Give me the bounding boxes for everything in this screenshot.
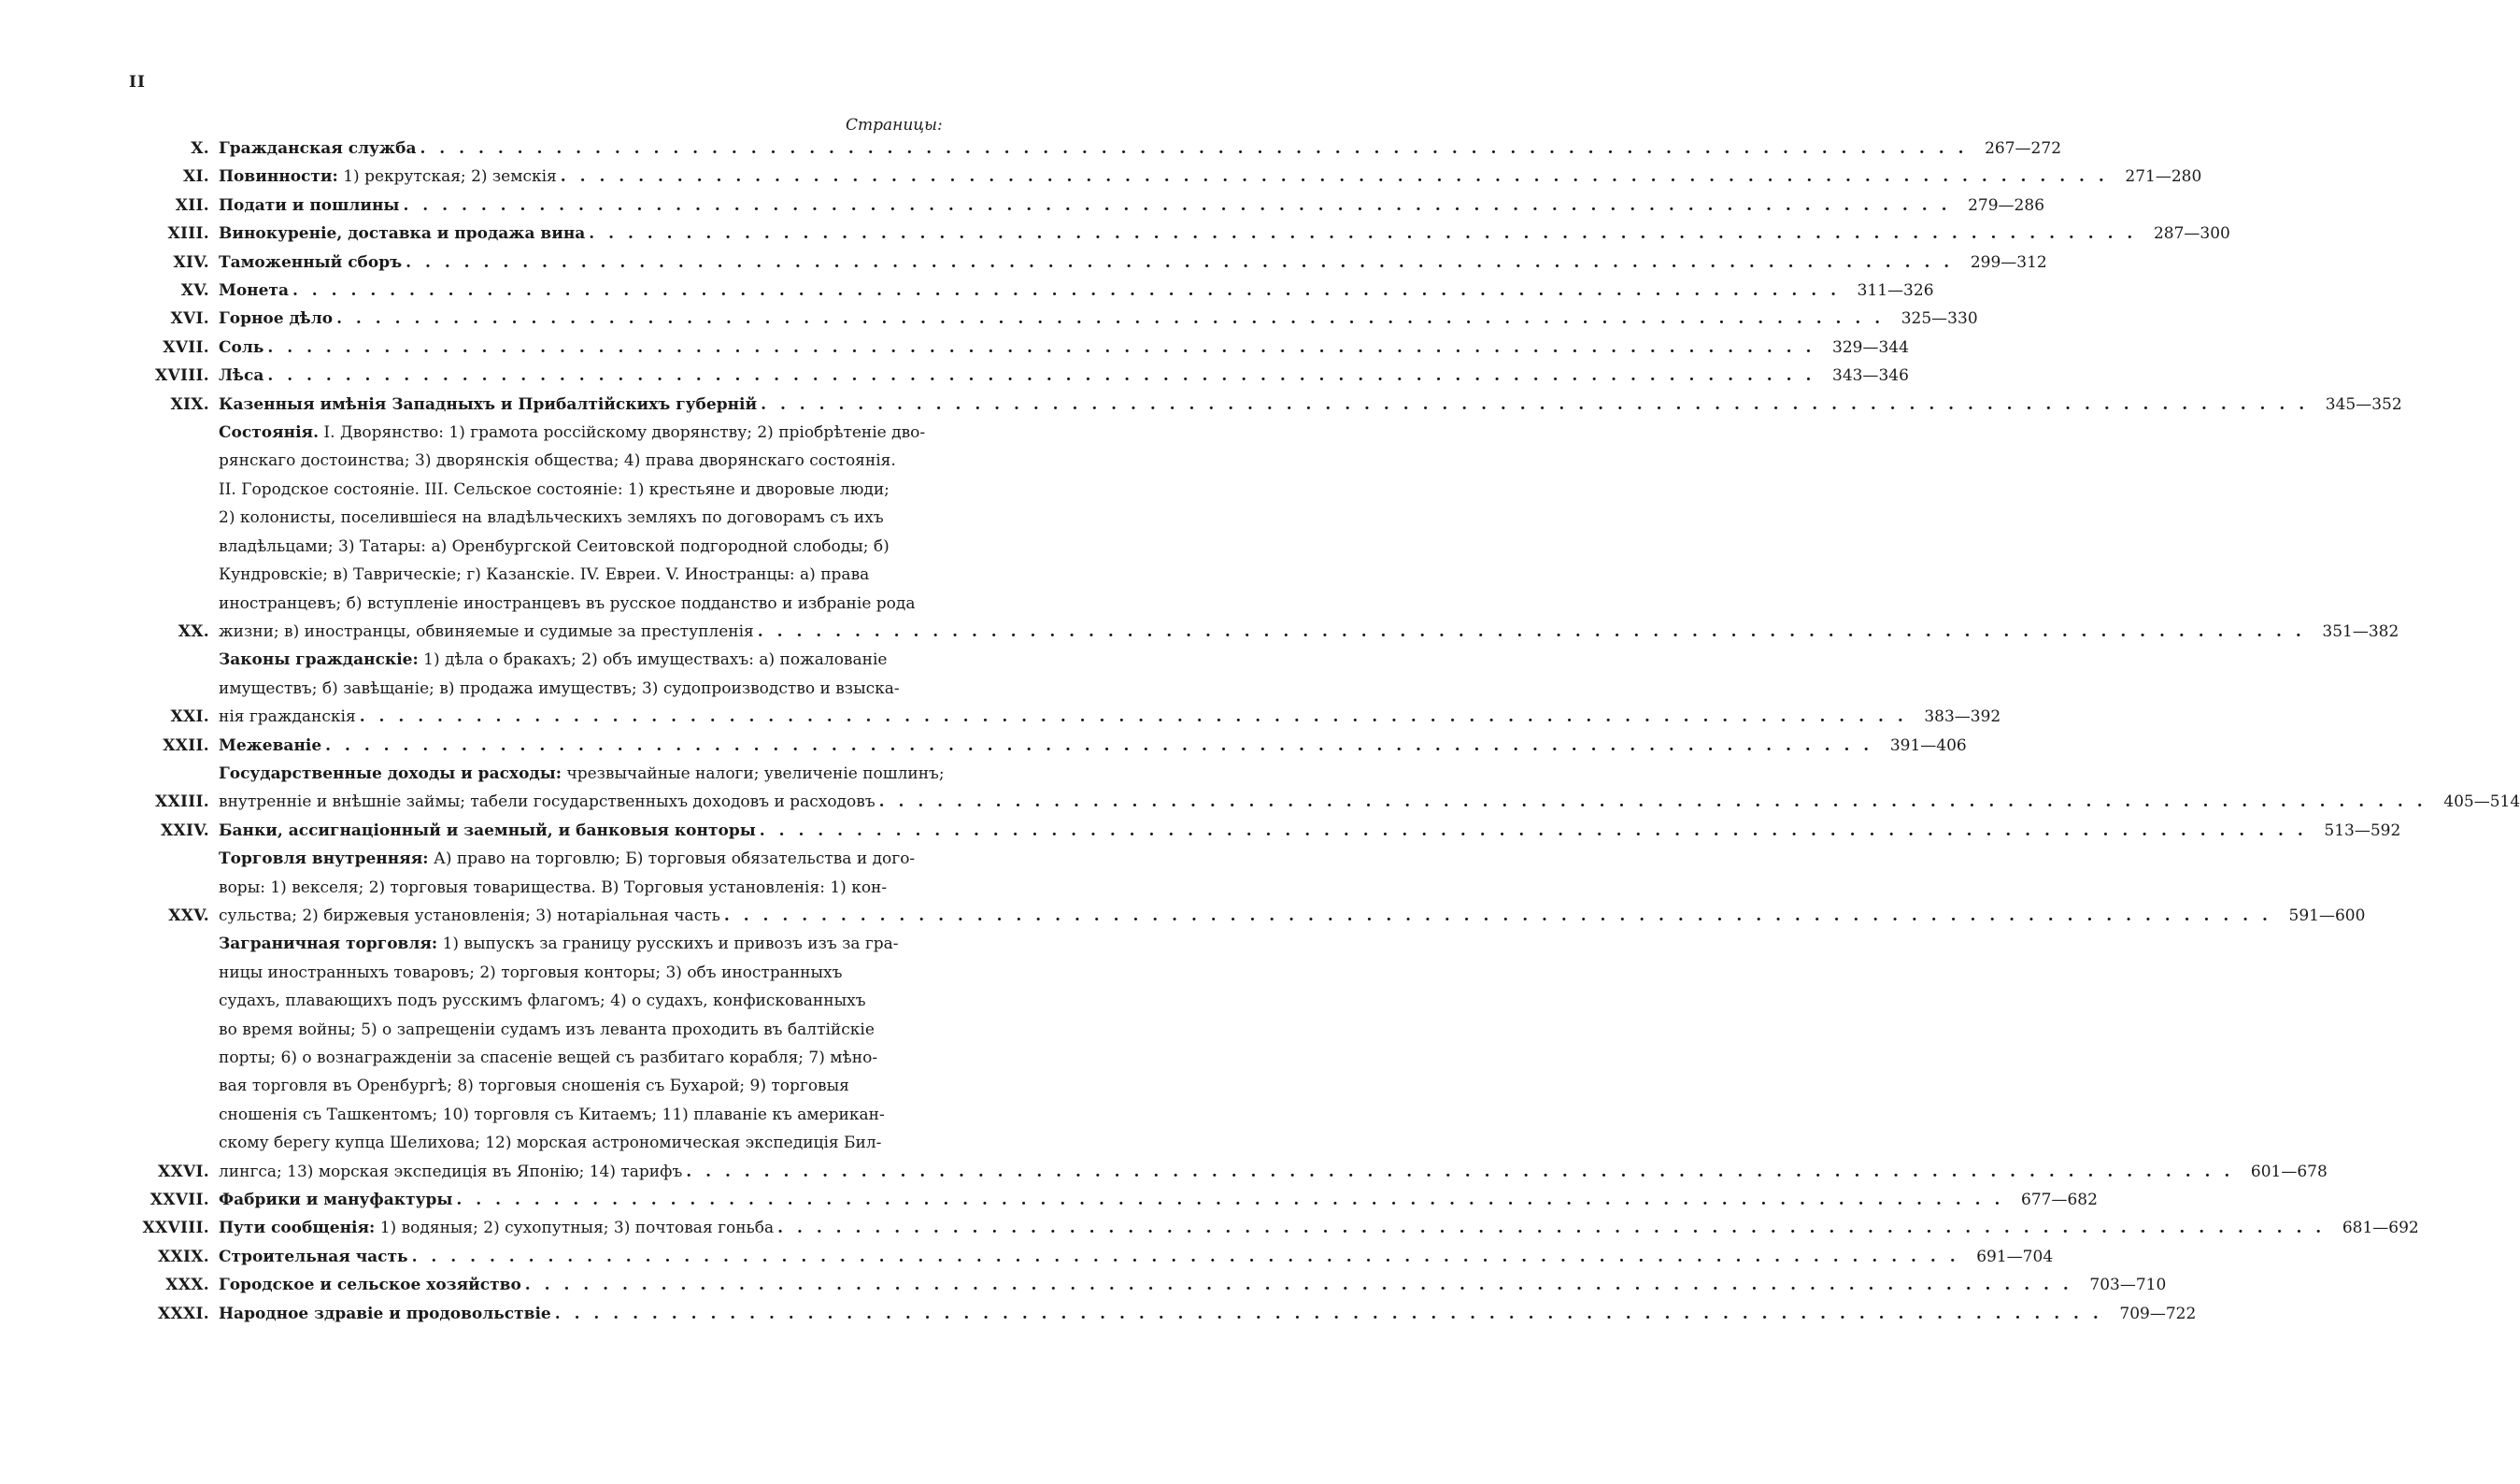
- pages-column-heading: Страницы:: [846, 116, 943, 135]
- entry-text: воры: 1) векселя; 2) торговыя товарищества. В) Торговыя установленія: 1) кон-: [219, 878, 888, 897]
- entry-body: [219, 760, 2427, 817]
- page-range: 325—330: [1901, 309, 1978, 329]
- entry-text-line: [219, 1044, 2234, 1072]
- page-range: 343—346: [1832, 366, 1909, 386]
- toc-entry: [121, 277, 1934, 305]
- entry-text: лингса; 13) морская экспедиція въ Японію; 14) тарифъ: [219, 1162, 683, 1181]
- leader-text: [219, 1243, 408, 1271]
- entry-text: внутренніе и внѣшніе займы; табели государственныхъ доходовъ и расходовъ: [219, 792, 876, 812]
- entry-text: ницы иностранныхъ товаровъ; 2) торговыя конторы; 3) объ иностранныхъ: [219, 963, 843, 982]
- leader-line: [219, 1186, 2004, 1214]
- entry-text-line: [219, 760, 2427, 788]
- chapter-title: Банки, ассигнаціонный и заемный, и банковыя конторы: [219, 820, 756, 840]
- entry-text: Кундровскіе; в) Таврическіе; г) Казанскіе. IV. Евреи. V. Иностранцы: а) права: [219, 565, 870, 585]
- page-range: 329—344: [1832, 337, 1909, 357]
- entry-text-line: [219, 504, 2305, 532]
- leader-line: [219, 220, 2137, 248]
- chapter-number: XXV.: [168, 906, 209, 925]
- entry-body: [219, 192, 1951, 220]
- page-range: 513—592: [2324, 820, 2401, 840]
- chapter-number: XI.: [183, 167, 209, 187]
- entry-text: иностранцевъ; б) вступленіе иностранцевъ въ русское подданство и избраніе рода: [219, 593, 916, 613]
- leader-dots: . . . . . . . . . . . . . . . . . . . . . . . . . . . . . . . . . . . . . . . . . . . . . . . . . . . . . . . . . . . . . . . . . . . . . . . . . . . . . . . .: [761, 394, 2309, 414]
- chapter-number: XXIII.: [155, 792, 209, 812]
- chapter-number: XXVII.: [149, 1191, 209, 1210]
- leader-line: [219, 334, 1815, 362]
- leader-dots: . . . . . . . . . . . . . . . . . . . . . . . . . . . . . . . . . . . . . . . . . . . . . . . . . . . . . . . . . . . . . . . . . . . . . . . . . . . . . . . .: [403, 195, 1952, 215]
- chapter-number: XXII.: [163, 735, 209, 755]
- entry-text-line: [219, 675, 1907, 703]
- leader-line: [219, 135, 1968, 163]
- leader-text: [219, 334, 263, 362]
- chapter-number: XXX.: [165, 1276, 209, 1295]
- leader-line: [219, 703, 1907, 731]
- chapter-title: Фабрики и мануфактуры: [219, 1191, 453, 1210]
- page-range: 709—722: [2119, 1304, 2197, 1323]
- toc-entry: [121, 817, 2401, 845]
- leader-text: [219, 163, 557, 191]
- chapter-number: XIV.: [173, 252, 209, 272]
- entry-body: [219, 817, 2307, 845]
- leader-line: [219, 902, 2271, 930]
- leader-dots: . . . . . . . . . . . . . . . . . . . . . . . . . . . . . . . . . . . . . . . . . . . . . . . . . . . . . . . . . . . . . . . . . . . . . . . . . . . . . . . .: [759, 820, 2308, 840]
- entry-body: [219, 1271, 2072, 1299]
- leader-dots: . . . . . . . . . . . . . . . . . . . . . . . . . . . . . . . . . . . . . . . . . . . . . . . . . . . . . . . . . . . . . . . . . . . . . . . . . . . . . . . .: [267, 337, 1815, 357]
- entry-body: [219, 220, 2137, 248]
- leader-line: [219, 817, 2307, 845]
- chapter-title: Государственные доходы и расходы:: [219, 763, 562, 783]
- leader-dots: . . . . . . . . . . . . . . . . . . . . . . . . . . . . . . . . . . . . . . . . . . . . . . . . . . . . . . . . . . . . . . . . . . . . . . . . . . . . . . . .: [411, 1247, 1960, 1266]
- entry-text: вая торговля въ Оренбургѣ; 8) торговыя сношенія съ Бухарой; 9) торговыя: [219, 1077, 849, 1096]
- toc-entry: [121, 163, 2202, 191]
- entry-text-line: [219, 845, 2271, 873]
- leader-line: [219, 1271, 2072, 1299]
- leader-dots: . . . . . . . . . . . . . . . . . . . . . . . . . . . . . . . . . . . . . . . . . . . . . . . . . . . . . . . . . . . . . . . . . . . . . . . . . . . . . . . .: [757, 621, 2306, 641]
- toc-entry: [121, 1300, 2197, 1328]
- entry-text: 1) водяныя; 2) сухопутныя; 3) почтовая гоньба: [375, 1219, 775, 1238]
- chapter-number: X.: [191, 139, 209, 158]
- entry-text-line: [219, 533, 2305, 561]
- page-range: 677—682: [2021, 1191, 2098, 1210]
- entry-body: [219, 305, 1885, 333]
- page-range: 279—286: [1968, 195, 2045, 215]
- leader-dots: . . . . . . . . . . . . . . . . . . . . . . . . . . . . . . . . . . . . . . . . . . . . . . . . . . . . . . . . . . . . . . . . . . . . . . . . . . . . . . . .: [325, 735, 1873, 755]
- entry-text-line: [219, 646, 1907, 674]
- toc-entry: [121, 845, 2366, 930]
- leader-text: [219, 135, 416, 163]
- chapter-title: Казенныя имѣнія Западныхъ и Прибалтійскихъ губерній: [219, 394, 758, 414]
- chapter-number: XIX.: [170, 394, 209, 414]
- page-range: 271—280: [2125, 167, 2202, 187]
- page-range: 383—392: [1924, 707, 2001, 727]
- chapter-number: XX.: [178, 621, 209, 641]
- leader-line: [219, 1243, 1959, 1271]
- entry-body: [219, 277, 1841, 305]
- leader-text: [219, 1214, 774, 1242]
- leader-dots: . . . . . . . . . . . . . . . . . . . . . . . . . . . . . . . . . . . . . . . . . . . . . . . . . . . . . . . . . . . . . . . . . . . . . . . . . . . . . . . .: [777, 1219, 2326, 1238]
- leader-line: [219, 788, 2427, 816]
- entry-text: чрезвычайные налоги; увеличеніе пошлинъ;: [562, 763, 945, 783]
- entry-body: [219, 419, 2305, 646]
- leader-line: [219, 277, 1841, 305]
- entry-text: жизни; в) иностранцы, обвиняемые и судимые за преступленія: [219, 621, 754, 641]
- leader-line: [219, 362, 1815, 390]
- chapter-title: Городское и сельское хозяйство: [219, 1276, 521, 1295]
- leader-dots: . . . . . . . . . . . . . . . . . . . . . . . . . . . . . . . . . . . . . . . . . . . . . . . . . . . . . . . . . . . . . . . . . . . . . . . . . . . . . . . .: [878, 792, 2427, 812]
- leader-text: [219, 391, 757, 419]
- chapter-title: Соль: [219, 337, 264, 357]
- entry-text-line: [219, 1016, 2234, 1044]
- chapter-title: Законы гражданскіе:: [219, 650, 419, 670]
- chapter-title: Повинности:: [219, 167, 338, 187]
- leader-dots: . . . . . . . . . . . . . . . . . . . . . . . . . . . . . . . . . . . . . . . . . . . . . . . . . . . . . . . . . . . . . . . . . . . . . . . . . . . . . . . .: [336, 309, 1885, 329]
- chapter-title: Пути сообщенія:: [219, 1219, 376, 1238]
- entry-text: 1) рекрутская; 2) земскія: [337, 167, 557, 187]
- entry-body: [219, 646, 1907, 731]
- chapter-number: XII.: [175, 195, 209, 215]
- leader-text: [219, 902, 720, 930]
- leader-text: [219, 220, 585, 248]
- leader-text: [219, 249, 402, 277]
- leader-dots: . . . . . . . . . . . . . . . . . . . . . . . . . . . . . . . . . . . . . . . . . . . . . . . . . . . . . . . . . . . . . . . . . . . . . . . . . . . . . . . .: [554, 1304, 2103, 1323]
- page-range: 591—600: [2288, 906, 2366, 925]
- entry-text-line: [219, 447, 2305, 475]
- entry-text: во время войны; 5) о запрещеніи судамъ изъ леванта проходить въ балтійскіе: [219, 1020, 875, 1039]
- chapter-title: Таможенный сборъ: [219, 252, 403, 272]
- toc-entry: [121, 1186, 2098, 1214]
- chapter-number: XVII.: [163, 337, 209, 357]
- entry-text: 1) выпускъ за границу русскихъ и привозъ изъ за гра-: [437, 935, 899, 954]
- leader-text: [219, 1300, 551, 1328]
- chapter-title: Строительная часть: [219, 1247, 408, 1266]
- entry-text: сношенія съ Ташкентомъ; 10) торговля съ Китаемъ; 11) плаваніе къ американ-: [219, 1105, 885, 1124]
- entry-text-line: [219, 874, 2271, 902]
- entry-text-line: [219, 930, 2234, 958]
- leader-text: [219, 817, 756, 845]
- leader-line: [219, 618, 2305, 646]
- entry-text: порты; 6) о вознагражденіи за спасеніе вещей съ разбитаго корабля; 7) мѣно-: [219, 1049, 878, 1067]
- entry-text: I. Дворянство: 1) грамота россійскому дворянству; 2) пріобрѣтеніе дво-: [319, 423, 926, 443]
- entry-text-line: [219, 590, 2305, 618]
- page-range: 601—678: [2250, 1162, 2328, 1181]
- entry-text: сульства; 2) биржевыя установленія; 3) нотаріальная часть: [219, 906, 720, 925]
- leader-text: [219, 618, 754, 646]
- entry-body: [219, 163, 2108, 191]
- leader-line: [219, 305, 1885, 333]
- leader-dots: . . . . . . . . . . . . . . . . . . . . . . . . . . . . . . . . . . . . . . . . . . . . . . . . . . . . . . . . . . . . . . . . . . . . . . . . . . . . . . . .: [686, 1162, 2234, 1181]
- chapter-title: Подати и пошлины: [219, 195, 400, 215]
- chapter-title: Монета: [219, 281, 289, 301]
- toc-entry: [121, 192, 2045, 220]
- toc-entry: [121, 760, 2520, 817]
- entry-text: нія гражданскія: [219, 707, 356, 727]
- entry-body: [219, 135, 1968, 163]
- leader-dots: . . . . . . . . . . . . . . . . . . . . . . . . . . . . . . . . . . . . . . . . . . . . . . . . . . . . . . . . . . . . . . . . . . . . . . . . . . . . . . . .: [292, 281, 1841, 301]
- toc-entry: [121, 1243, 2054, 1271]
- entry-body: [219, 391, 2309, 419]
- toc-entry: [121, 391, 2402, 419]
- entry-text-line: [219, 959, 2234, 987]
- entry-text: 2) колонисты, поселившіеся на владѣльческихъ земляхъ по договорамъ съ ихъ: [219, 508, 884, 528]
- toc-entry: [121, 135, 2062, 163]
- toc-entry: [121, 732, 1967, 760]
- entry-body: [219, 732, 1873, 760]
- chapter-number: XXXI.: [158, 1304, 209, 1323]
- leader-dots: . . . . . . . . . . . . . . . . . . . . . . . . . . . . . . . . . . . . . . . . . . . . . . . . . . . . . . . . . . . . . . . . . . . . . . . . . . . . . . . .: [456, 1191, 2004, 1210]
- chapter-title: Торговля внутренняя:: [219, 849, 429, 869]
- entry-body: [219, 845, 2271, 930]
- chapter-title: Лѣса: [219, 366, 264, 386]
- toc-entry: [121, 930, 2328, 1186]
- page-range: 345—352: [2325, 394, 2402, 414]
- entry-text: судахъ, плавающихъ подъ русскимъ флагомъ; 4) о судахъ, конфискованныхъ: [219, 992, 866, 1011]
- chapter-number: XXVIII.: [142, 1219, 209, 1238]
- chapter-number: XV.: [180, 281, 209, 301]
- leader-text: [219, 305, 333, 333]
- entry-body: [219, 1243, 1959, 1271]
- entry-text: владѣльцами; 3) Татары: а) Оренбургской Сеитовской подгородной слободы; б): [219, 536, 890, 556]
- leader-dots: . . . . . . . . . . . . . . . . . . . . . . . . . . . . . . . . . . . . . . . . . . . . . . . . . . . . . . . . . . . . . . . . . . . . . . . . . . . . . . . .: [406, 252, 1954, 272]
- entry-body: [219, 362, 1815, 390]
- toc-entry: [121, 305, 1978, 333]
- page-range: 351—382: [2322, 621, 2399, 641]
- chapter-number: XIII.: [167, 224, 209, 244]
- toc-entry: [121, 220, 2230, 248]
- leader-text: [219, 732, 321, 760]
- chapter-number: XXIX.: [158, 1247, 209, 1266]
- leader-text: [219, 362, 263, 390]
- entry-text: имуществъ; б) завѣщаніе; в) продажа имуществъ; 3) судопроизводство и взыска-: [219, 678, 900, 698]
- entry-text: А) право на торговлю; Б) торговыя обязательства и дого-: [428, 849, 916, 869]
- page-range: 405—514: [2443, 792, 2520, 812]
- toc-entry: [121, 362, 1909, 390]
- chapter-number: XXI.: [170, 707, 209, 727]
- leader-text: [219, 1271, 521, 1299]
- leader-line: [219, 192, 1951, 220]
- leader-line: [219, 391, 2309, 419]
- entry-text-line: [219, 1101, 2234, 1129]
- chapter-title: Народное здравіе и продовольствіе: [219, 1304, 551, 1323]
- entry-body: [219, 249, 1954, 277]
- entry-body: [219, 930, 2234, 1186]
- page-range: 691—704: [1976, 1247, 2054, 1266]
- entry-body: [219, 1214, 2326, 1242]
- entry-body: [219, 334, 1815, 362]
- leader-text: [219, 703, 356, 731]
- leader-text: [219, 192, 399, 220]
- chapter-title: Горное дѣло: [219, 309, 334, 329]
- toc-entry: [121, 419, 2399, 646]
- chapter-title: Межеваніе: [219, 735, 322, 755]
- leader-text: [219, 277, 289, 305]
- toc-entry: [121, 1214, 2419, 1242]
- entry-text-line: [219, 1129, 2234, 1157]
- leader-text: [219, 1186, 452, 1214]
- entry-body: [219, 1186, 2004, 1214]
- page-number: II: [129, 73, 146, 92]
- toc-entry: [121, 1271, 2167, 1299]
- chapter-number: XVI.: [170, 309, 209, 329]
- entry-text-line: [219, 561, 2305, 589]
- entry-text-line: [219, 419, 2305, 447]
- leader-dots: . . . . . . . . . . . . . . . . . . . . . . . . . . . . . . . . . . . . . . . . . . . . . . . . . . . . . . . . . . . . . . . . . . . . . . . . . . . . . . . .: [560, 167, 2109, 187]
- page-range: 391—406: [1889, 735, 1967, 755]
- entry-text-line: [219, 1072, 2234, 1100]
- entry-text-line: [219, 476, 2305, 504]
- page-range: 703—710: [2089, 1276, 2167, 1295]
- leader-dots: . . . . . . . . . . . . . . . . . . . . . . . . . . . . . . . . . . . . . . . . . . . . . . . . . . . . . . . . . . . . . . . . . . . . . . . . . . . . . . . .: [267, 366, 1815, 386]
- leader-line: [219, 1214, 2326, 1242]
- entry-text: рянскаго достоинства; 3) дворянскія общества; 4) права дворянскаго состоянія.: [219, 451, 896, 471]
- chapter-title: Заграничная торговля:: [219, 935, 438, 954]
- toc-entry: [121, 646, 2001, 731]
- leader-text: [219, 1158, 682, 1186]
- page-range: 287—300: [2153, 224, 2230, 244]
- page-range: 681—692: [2342, 1219, 2419, 1238]
- leader-line: [219, 1300, 2102, 1328]
- chapter-title: Состоянія.: [219, 423, 320, 443]
- leader-dots: . . . . . . . . . . . . . . . . . . . . . . . . . . . . . . . . . . . . . . . . . . . . . . . . . . . . . . . . . . . . . . . . . . . . . . . . . . . . . . . .: [420, 139, 1969, 158]
- leader-dots: . . . . . . . . . . . . . . . . . . . . . . . . . . . . . . . . . . . . . . . . . . . . . . . . . . . . . . . . . . . . . . . . . . . . . . . . . . . . . . . .: [589, 224, 2137, 244]
- chapter-number: XXIV.: [161, 820, 209, 840]
- leader-text: [219, 788, 876, 816]
- chapter-number: XVIII.: [155, 366, 209, 386]
- table-of-contents: [121, 135, 2520, 1328]
- chapter-title: Гражданская служба: [219, 139, 417, 158]
- chapter-number: XXVI.: [158, 1162, 209, 1181]
- toc-entry: [121, 249, 2047, 277]
- chapter-title: Винокуреніе, доставка и продажа вина: [219, 224, 586, 244]
- leader-line: [219, 163, 2108, 191]
- leader-dots: . . . . . . . . . . . . . . . . . . . . . . . . . . . . . . . . . . . . . . . . . . . . . . . . . . . . . . . . . . . . . . . . . . . . . . . . . . . . . . . .: [524, 1276, 2073, 1295]
- leader-line: [219, 249, 1954, 277]
- leader-line: [219, 732, 1873, 760]
- leader-dots: . . . . . . . . . . . . . . . . . . . . . . . . . . . . . . . . . . . . . . . . . . . . . . . . . . . . . . . . . . . . . . . . . . . . . . . . . . . . . . . .: [723, 906, 2272, 925]
- entry-text: II. Городское состояніе. III. Сельское состояніе: 1) крестьяне и дворовые люди;: [219, 479, 890, 499]
- entry-text-line: [219, 987, 2234, 1015]
- entry-text: 1) дѣла о бракахъ; 2) объ имуществахъ: а) пожалованіе: [418, 650, 888, 670]
- page-range: 267—272: [1985, 139, 2062, 158]
- entry-text: скому берегу купца Шелихова; 12) морская астрономическая экспедиція Бил-: [219, 1134, 882, 1153]
- entry-body: [219, 1300, 2102, 1328]
- leader-line: [219, 1158, 2234, 1186]
- toc-entry: [121, 334, 1909, 362]
- page-range: 311—326: [1857, 281, 1934, 301]
- leader-dots: . . . . . . . . . . . . . . . . . . . . . . . . . . . . . . . . . . . . . . . . . . . . . . . . . . . . . . . . . . . . . . . . . . . . . . . . . . . . . . . .: [359, 707, 1908, 727]
- page-range: 299—312: [1970, 252, 2047, 272]
